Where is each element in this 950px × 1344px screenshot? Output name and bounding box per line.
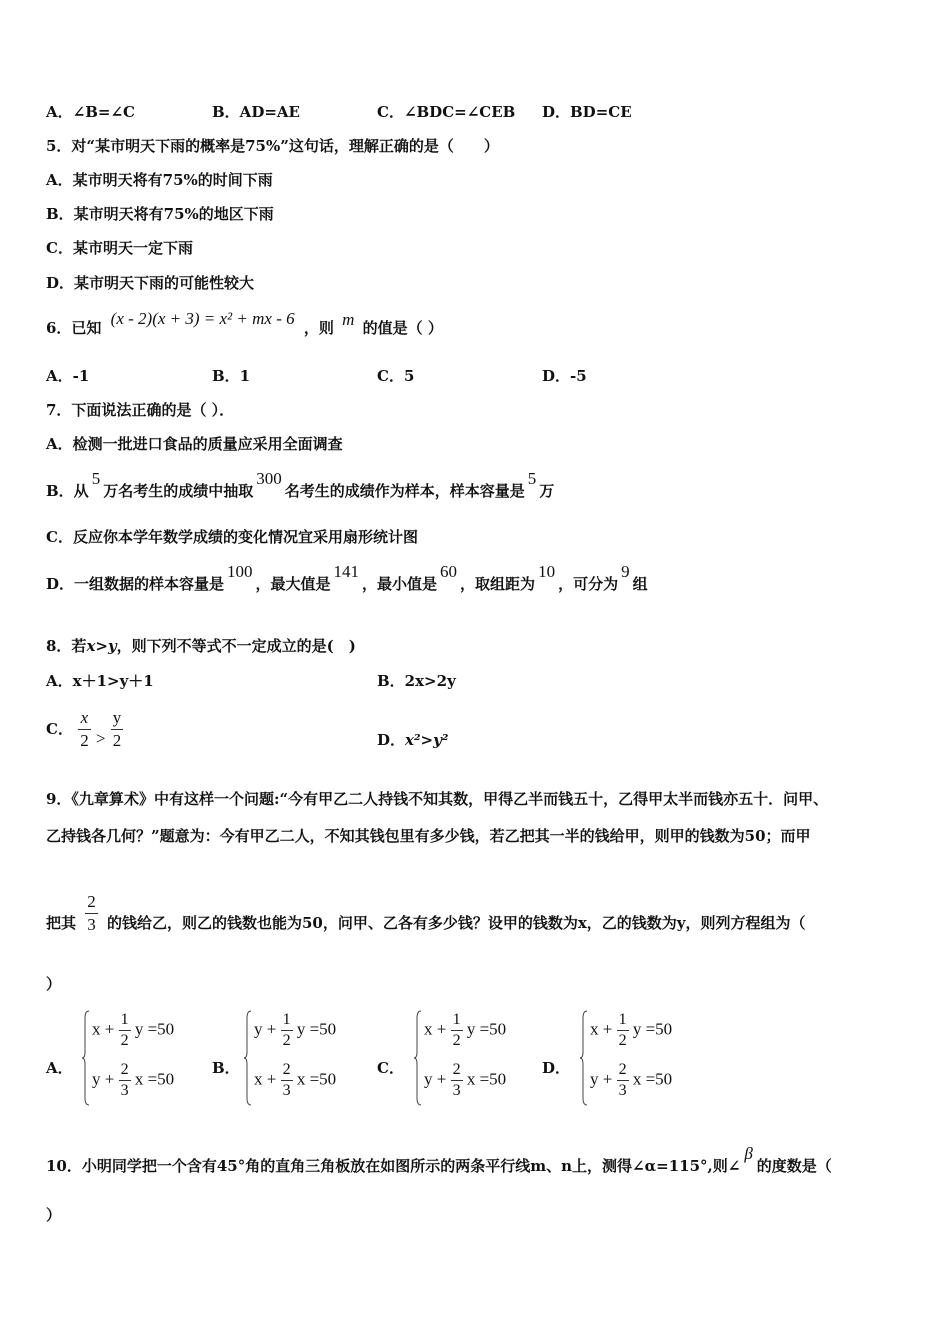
eq-numerator: 2	[618, 1061, 627, 1078]
q8-c-num-1: x	[80, 707, 89, 727]
q7-d-text-5: ，可分为	[558, 575, 619, 593]
q7-b-num-3: 5	[527, 469, 537, 488]
eq-term: x +	[590, 1019, 613, 1039]
eq-denominator: 2	[452, 1032, 461, 1049]
eq-term: y +	[590, 1069, 613, 1089]
fraction-bar	[119, 1080, 131, 1081]
eq-term: y =50	[296, 1019, 337, 1039]
eq-denominator: 3	[452, 1082, 461, 1099]
fraction-bar	[119, 1030, 131, 1031]
q9-line3-den: 3	[87, 914, 96, 934]
eq-term: x +	[424, 1019, 447, 1039]
q5-stem: 5．对“某市明天下雨的概率是75%”这句话，理解正确的是（ ）	[46, 137, 499, 155]
q7-option-a: A．检测一批进口食品的质量应采用全面调查	[46, 435, 343, 453]
q8-c-frac-2	[111, 709, 124, 750]
eq-term: x +	[92, 1019, 115, 1039]
q7-option-c: C．反应你本学年数学成绩的变化情况宜采用扇形统计图	[46, 528, 418, 546]
equation-row-2	[590, 1062, 672, 1099]
eq-term: y =50	[632, 1019, 673, 1039]
eq-term: y +	[424, 1069, 447, 1089]
q7-d-num-4: 10	[538, 562, 556, 581]
eq-denominator: 2	[120, 1032, 129, 1049]
q5-option-d: D．某市明天下雨的可能性较大	[46, 274, 255, 292]
fraction-bar	[617, 1080, 629, 1081]
eq-denominator: 2	[282, 1032, 291, 1049]
q4-option-a: A．∠B=∠C	[46, 103, 135, 121]
q5-option-b: B．某市明天将有75%的地区下雨	[46, 205, 274, 223]
q6-stem	[46, 309, 443, 338]
q4-option-d: D．BD=CE	[542, 103, 632, 121]
q7-b-num-1: 5	[91, 469, 101, 488]
q7-d-text-4: ，取组距为	[460, 575, 536, 593]
eq-term: y =50	[466, 1019, 507, 1039]
eq-fraction	[451, 1062, 463, 1099]
equation-row-1	[254, 1012, 336, 1049]
equation-row-2	[424, 1062, 506, 1099]
q8-c-gt: >	[95, 729, 106, 748]
fraction-bar	[111, 729, 124, 730]
q8-d-expr: x²>y²	[405, 731, 449, 749]
brace-icon	[244, 1010, 252, 1106]
brace-icon	[82, 1010, 90, 1106]
q9-line-1: 9．《九章算术》中有这样一个问题:“今有甲乙二人持钱不知其数，甲得乙半而钱五十，乙得甲太半而钱亦五十．问甲、	[46, 790, 829, 808]
eq-denominator: 3	[282, 1082, 291, 1099]
equation-row-2	[254, 1062, 336, 1099]
q6-middle: ，则	[303, 319, 334, 337]
q8-c-frac-1	[78, 709, 91, 750]
q5-option-a: A．某市明天将有75%的时间下雨	[46, 171, 273, 189]
q8-cond: x>y	[86, 637, 117, 655]
q9-line3-prefix: 把其	[46, 914, 77, 932]
eq-term: y +	[254, 1019, 277, 1039]
q6-suffix: 的值是（ ）	[362, 319, 443, 337]
eq-numerator: 1	[282, 1011, 291, 1028]
eq-numerator: 2	[282, 1061, 291, 1078]
q8-c-num-2: y	[112, 707, 122, 727]
eq-term: x =50	[632, 1069, 673, 1089]
q8-prefix: 8．若	[46, 637, 87, 655]
equation-row-2	[92, 1062, 174, 1099]
q6-option-b: B．1	[212, 367, 251, 385]
eq-term: y =50	[134, 1019, 175, 1039]
q9-line-3	[46, 886, 806, 939]
equation-row-1	[92, 1012, 174, 1049]
q9-option-label: A．	[46, 1059, 73, 1077]
q7-b-text-3: 名考生的成绩作为样本，样本容量是	[284, 482, 525, 500]
q6-option-d: D．-5	[542, 367, 587, 385]
fraction-bar	[281, 1080, 293, 1081]
q9-line3-frac	[85, 893, 98, 934]
q7-d-num-1: 100	[227, 562, 253, 581]
q6-option-c: C．5	[377, 367, 415, 385]
q6-equation: (x - 2)(x + 3) = x² + mx - 6	[110, 309, 295, 328]
eq-fraction	[281, 1012, 293, 1049]
q8-option-d	[377, 730, 448, 750]
eq-fraction	[617, 1062, 629, 1099]
q9-option-label: B．	[212, 1059, 240, 1077]
q8-suffix: ，则下列不等式不一定成立的是( )	[116, 637, 356, 655]
eq-term: y +	[92, 1069, 115, 1089]
q8-option-a: A．x＋1>y＋1	[46, 672, 154, 690]
q7-d-text-6: 组	[632, 575, 648, 593]
eq-term: x =50	[296, 1069, 337, 1089]
q4-option-c: C．∠BDC=∠CEB	[377, 103, 516, 121]
q10-prefix: 10．小明同学把一个含有45°角的直角三角板放在如图所示的两条平行线m、n上，测得∠α=115°,则∠	[46, 1157, 741, 1175]
eq-term: x +	[254, 1069, 277, 1089]
fraction-bar	[78, 729, 91, 730]
q8-option-c	[46, 706, 123, 751]
equation-row-1	[424, 1012, 506, 1049]
eq-denominator: 3	[618, 1082, 627, 1099]
q10-stem	[46, 1144, 832, 1176]
fraction-bar	[617, 1030, 629, 1031]
q7-d-text-1: D．一组数据的样本容量是	[46, 575, 225, 593]
fraction-bar	[451, 1080, 463, 1081]
q8-stem	[46, 636, 356, 656]
brace-icon	[414, 1010, 422, 1106]
eq-numerator: 2	[120, 1061, 129, 1078]
q9-line-2: 乙持钱各几何？”题意为：今有甲乙二人，不知其钱包里有多少钱，若乙把其一半的钱给甲，则甲的钱数为50；而甲	[46, 827, 811, 845]
q7-b-text-4: 万	[539, 482, 555, 500]
q6-option-a: A．-1	[46, 367, 90, 385]
eq-numerator: 1	[452, 1011, 461, 1028]
eq-term: x =50	[466, 1069, 507, 1089]
q9-option-label: C．	[377, 1059, 404, 1077]
q7-d-text-3: ，最小值是	[362, 575, 438, 593]
eq-term: x =50	[134, 1069, 175, 1089]
eq-fraction	[617, 1012, 629, 1049]
q9-equation-system	[414, 1010, 524, 1106]
q10-line-2: ）	[46, 1206, 62, 1224]
equation-row-1	[590, 1012, 672, 1049]
q9-line3-suffix: 的钱给乙，则乙的钱数也能为50，问甲、乙各有多少钱？设甲的钱数为x，乙的钱数为y，则列方程组为（	[106, 914, 806, 932]
q6-var: m	[342, 310, 355, 329]
q8-c-label: C．	[46, 720, 73, 738]
q9-equation-system	[82, 1010, 192, 1106]
q9-line-4: ）	[46, 975, 62, 993]
eq-fraction	[119, 1012, 131, 1049]
fraction-bar	[85, 913, 98, 914]
q4-option-b: B．AD=AE	[212, 103, 300, 121]
q7-d-num-3: 60	[440, 562, 458, 581]
q7-b-text-2: 万名考生的成绩中抽取	[103, 482, 254, 500]
q7-option-b	[46, 469, 555, 501]
eq-fraction	[281, 1062, 293, 1099]
eq-fraction	[451, 1012, 463, 1049]
q9-equation-system	[244, 1010, 354, 1106]
brace-icon	[580, 1010, 588, 1106]
fraction-bar	[451, 1030, 463, 1031]
eq-fraction	[119, 1062, 131, 1099]
q7-d-num-2: 141	[333, 562, 360, 581]
q7-stem: 7．下面说法正确的是（ ）．	[46, 401, 235, 419]
q7-option-d	[46, 562, 648, 594]
q8-option-b: B．2x>2y	[377, 672, 456, 690]
q10-beta: β	[744, 1144, 753, 1163]
q7-d-text-2: ，最大值是	[255, 575, 331, 593]
q9-line3-num: 2	[87, 891, 96, 911]
q10-suffix: 的度数是（	[756, 1157, 832, 1175]
q7-b-num-2: 300	[256, 469, 282, 488]
q8-d-label: D．	[377, 731, 406, 749]
q8-c-den-2: 2	[112, 730, 122, 750]
q5-option-c: C．某市明天一定下雨	[46, 239, 193, 257]
eq-numerator: 1	[618, 1011, 627, 1028]
q9-equation-system	[580, 1010, 690, 1106]
q7-d-num-5: 9	[621, 562, 630, 581]
q7-b-text-1: B．从	[46, 482, 89, 500]
q6-prefix: 6．已知	[46, 319, 102, 337]
q9-option-label: D．	[542, 1059, 571, 1077]
q8-c-den-1: 2	[80, 730, 89, 750]
fraction-bar	[281, 1030, 293, 1031]
eq-numerator: 2	[452, 1061, 461, 1078]
eq-denominator: 3	[120, 1082, 129, 1099]
eq-numerator: 1	[120, 1011, 129, 1028]
eq-denominator: 2	[618, 1032, 627, 1049]
